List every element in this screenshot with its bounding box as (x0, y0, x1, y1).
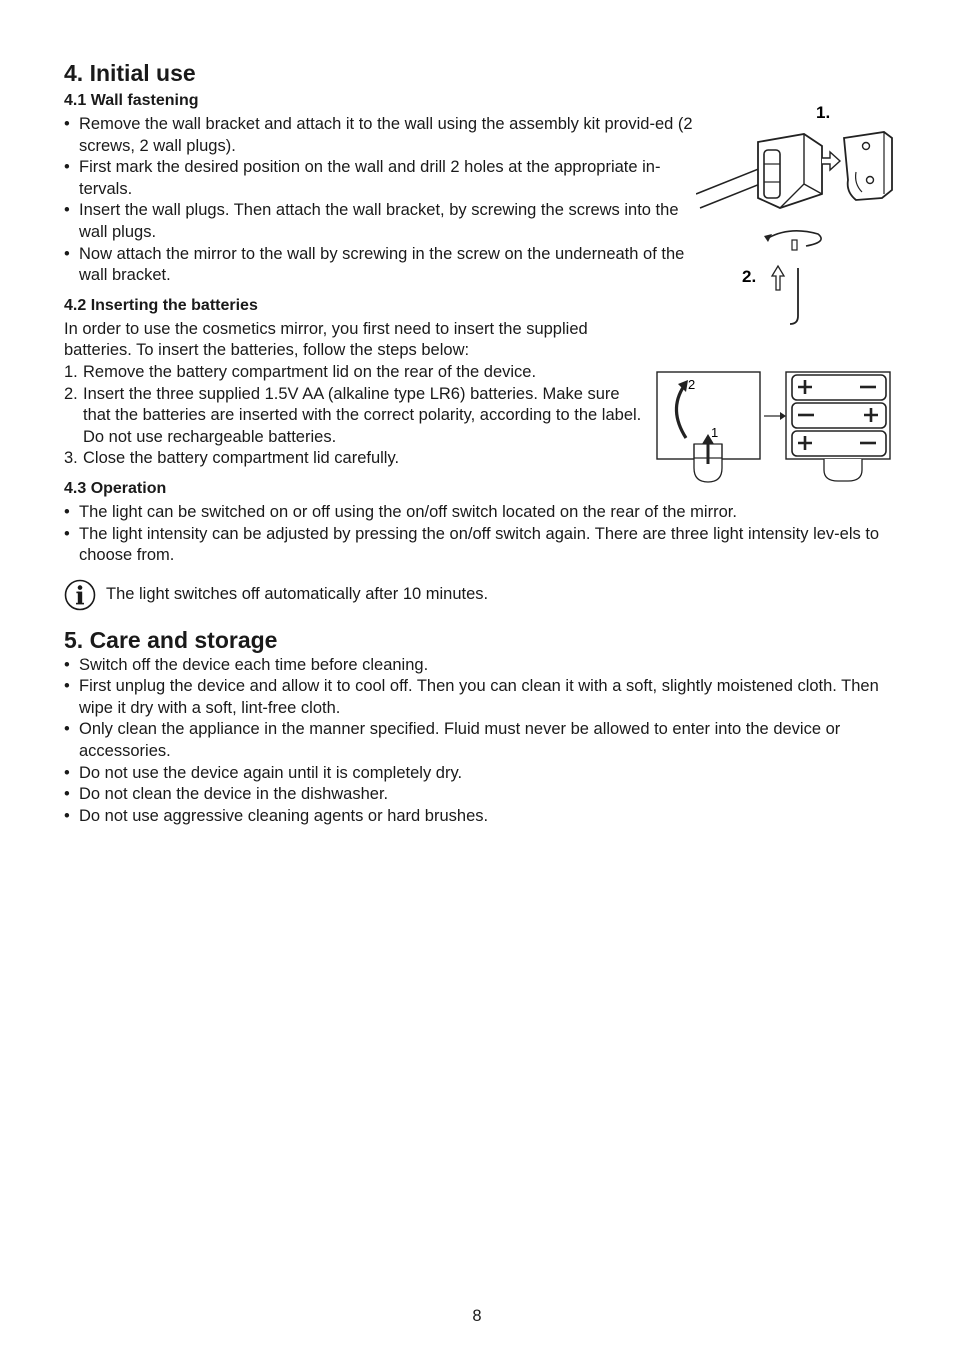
list-item: • Only clean the appliance in the manner specified. Fluid must never be allowed to enter into the device or accessories. (64, 719, 894, 762)
wall-mount-illustration (696, 94, 896, 332)
step-text: Insert the three supplied 1.5V AA (alkaline type LR6) batteries. Make sure that the batteries are inserted with the correct polarity, according to the label. Do not use rechargeable batteries. (83, 384, 642, 446)
step-number: 3. (64, 449, 78, 468)
list-item: • Do not use the device again until it is completely dry. (64, 763, 894, 785)
batteries-steps (64, 362, 649, 470)
batteries-section (64, 295, 649, 470)
wall-fastening-heading: 4.1 Wall fastening (64, 92, 199, 109)
info-icon (64, 579, 96, 611)
page-number: 8 (472, 1307, 482, 1325)
arrow-right-icon (780, 412, 786, 420)
list-item: • Do not use aggressive cleaning agents or hard brushes. (64, 806, 894, 828)
step-number: 1. (64, 362, 78, 381)
battery-illustration (656, 370, 894, 484)
batteries-intro: In order to use the cosmetics mirror, you first need to insert the supplied batteries. To insert the batteries, follow the steps below: (64, 319, 588, 360)
list-item: • Do not clean the device in the dishwasher. (64, 784, 894, 806)
section-5-title: 5. Care and storage (64, 626, 278, 653)
compartment-tab (824, 459, 862, 481)
figure-label-1: 1. (816, 103, 831, 122)
list-item: • Insert the wall plugs. Then attach the wall bracket, by screwing the screws into the wall plugs. (64, 200, 704, 243)
figure-label-2: 2. (742, 267, 757, 286)
list-item: • First unplug the device and allow it to cool off. Then you can clean it with a soft, slightly moistened cloth. Then wipe it dry with a soft, lint-free cloth. (64, 676, 894, 719)
list-item (64, 448, 649, 470)
operation-list (64, 502, 894, 567)
wall-plate (844, 132, 892, 200)
batteries-heading: 4.2 Inserting the batteries (64, 296, 258, 314)
list-item: • The light intensity can be adjusted by pressing the on/off switch again. There are three light intensity lev-els to choose from. (64, 524, 894, 567)
hinge (764, 150, 780, 198)
screw-icon (792, 240, 797, 250)
wall-fastening-section (64, 90, 704, 287)
list-item (64, 384, 649, 449)
list-item: • Remove the wall bracket and attach it to the wall using the assembly kit provid-ed (2 screws, 2 wall plugs). (64, 114, 704, 157)
arrow-right-icon (822, 152, 840, 170)
arrow-label-2: 2 (688, 377, 696, 392)
step-number: 2. (64, 384, 78, 403)
arrow-label-1: 1 (711, 425, 719, 440)
step-text: Close the battery compartment lid carefully. (83, 449, 400, 468)
care-list (64, 655, 894, 828)
operation-heading: 4.3 Operation (64, 479, 167, 497)
info-note (64, 579, 894, 611)
arrow-up-icon (772, 266, 784, 290)
list-item: • First mark the desired position on the wall and drill 2 holes at the appropriate in-tervals. (64, 157, 704, 200)
section-4-title: 4. Initial use (64, 60, 196, 86)
list-item (64, 362, 649, 384)
mirror-base-edge (790, 268, 798, 324)
wall-fastening-list (64, 114, 704, 287)
list-item: • The light can be switched on or off using the on/off switch located on the rear of the mirror. (64, 502, 894, 524)
info-note-text: The light switches off automatically after 10 minutes. (106, 584, 489, 603)
list-item: • Now attach the mirror to the wall by screwing in the screw on the underneath of the wall bracket. (64, 244, 704, 287)
operation-section (64, 478, 894, 611)
step-text: Remove the battery compartment lid on the rear of the device. (83, 362, 537, 381)
list-item: • Switch off the device each time before cleaning. (64, 655, 894, 677)
